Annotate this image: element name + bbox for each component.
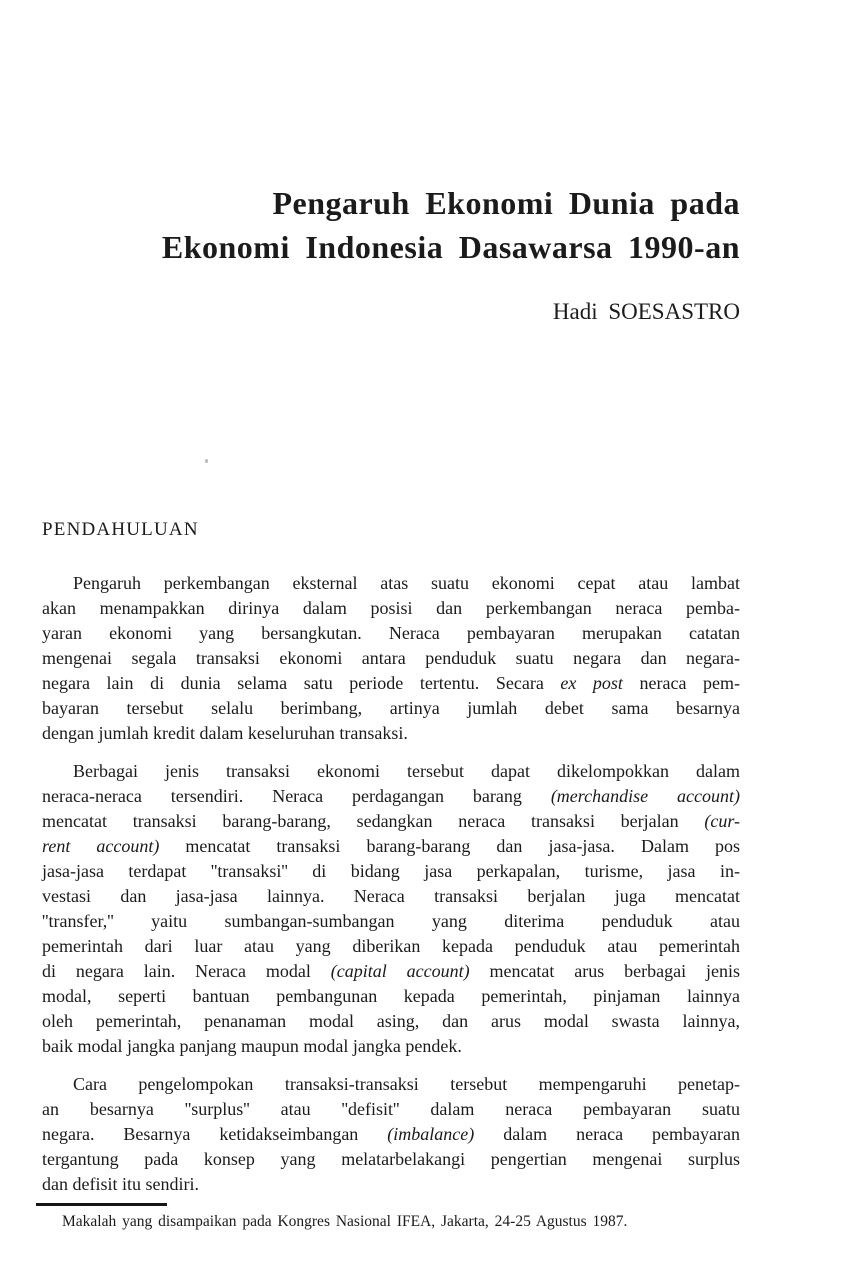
article-title <box>42 181 740 269</box>
text-line <box>42 909 740 934</box>
text-line <box>42 646 740 671</box>
text-segment: mencatat transaksi barang-barang, sedangkan neraca transaksi berjalan <box>42 811 705 831</box>
text-segment: di negara lain. Neraca modal <box>42 961 331 981</box>
text-segment: dengan jumlah kredit dalam keseluruhan transaksi. <box>42 723 408 743</box>
text-segment: mencatat arus berbagai jenis <box>469 961 740 981</box>
footnote-text: Makalah yang disampaikan pada Kongres Nasional IFEA, Jakarta, 24-25 Agustus 1987. <box>62 1213 628 1230</box>
text-segment: yaran ekonomi yang bersangkutan. Neraca pembayaran merupakan catatan <box>42 623 740 643</box>
text-segment: Cara pengelompokan transaksi-transaksi tersebut mempengaruhi penetap- <box>73 1074 740 1094</box>
italic-text-segment: (capital account) <box>330 961 470 981</box>
scan-speck-artifact <box>205 459 208 463</box>
text-line <box>42 959 740 984</box>
text-segment: mencatat transaksi barang-barang dan jasa-jasa. Dalam pos <box>159 836 740 856</box>
text-segment: neraca-neraca tersendiri. Neraca perdagangan barang <box>42 786 551 806</box>
text-line <box>42 934 740 959</box>
text-segment: modal, seperti bantuan pembangunan kepada pemerintah, pinjaman lainnya <box>42 986 740 1006</box>
text-line <box>42 1122 740 1147</box>
text-line <box>42 621 740 646</box>
text-segment: neraca pem- <box>622 673 740 693</box>
text-segment: akan menampakkan dirinya dalam posisi dan perkembangan neraca pemba- <box>42 598 740 618</box>
text-line <box>42 1034 740 1059</box>
text-line <box>42 784 740 809</box>
title-line-2: Ekonomi Indonesia Dasawarsa 1990-an <box>161 229 740 265</box>
text-line <box>42 1147 740 1172</box>
text-line <box>42 721 740 746</box>
text-segment: Berbagai jenis transaksi ekonomi tersebut dapat dikelompokkan dalam <box>73 761 740 781</box>
italic-text-segment: rent account) <box>42 836 160 856</box>
text-segment: bayaran tersebut selalu berimbang, artinya jumlah debet sama besarnya <box>42 698 740 718</box>
italic-text-segment: (merchandise account) <box>550 786 741 806</box>
text-line <box>42 696 740 721</box>
text-line <box>42 884 740 909</box>
text-line <box>42 809 740 834</box>
text-segment: vestasi dan jasa-jasa lainnya. Neraca transaksi berjalan juga mencatat <box>42 886 740 906</box>
text-segment: negara. Besarnya ketidakseimbangan <box>42 1124 388 1144</box>
text-segment: dalam neraca pembayaran <box>474 1124 740 1144</box>
italic-text-segment: (cur- <box>704 811 740 831</box>
text-line <box>42 1172 740 1197</box>
title-line-1: Pengaruh Ekonomi Dunia pada <box>272 185 740 221</box>
text-line <box>42 1009 740 1034</box>
text-segment: jasa-jasa terdapat ''transaksi'' di bidang jasa perkapalan, turisme, jasa in- <box>42 861 740 881</box>
text-segment: mengenai segala transaksi ekonomi antara penduduk suatu negara dan negara- <box>42 648 740 668</box>
author-name: Hadi SOESASTRO <box>552 299 740 324</box>
italic-text-segment: (imbalance) <box>387 1124 475 1144</box>
text-line <box>42 571 740 596</box>
text-segment: negara lain di dunia selama satu periode tertentu. Secara <box>42 673 561 693</box>
text-segment: pemerintah dari luar atau yang diberikan kepada penduduk atau pemerintah <box>42 936 740 956</box>
text-segment: baik modal jangka panjang maupun modal jangka pendek. <box>42 1036 462 1056</box>
text-segment: ''transfer,'' yaitu sumbangan-sumbangan yang diterima penduduk atau <box>42 911 740 931</box>
text-segment: dan defisit itu sendiri. <box>42 1174 199 1194</box>
text-line <box>42 984 740 1009</box>
paragraph <box>42 571 740 746</box>
italic-text-segment: ex post <box>560 673 623 693</box>
paragraph <box>42 759 740 1059</box>
text-line <box>42 671 740 696</box>
text-line <box>42 596 740 621</box>
text-line <box>42 1072 740 1097</box>
text-line <box>42 859 740 884</box>
text-segment: an besarnya ''surplus'' atau ''defisit'' dalam neraca pembayaran suatu <box>42 1099 740 1119</box>
text-segment: tergantung pada konsep yang melatarbelakangi pengertian mengenai surplus <box>42 1149 740 1169</box>
section-heading: PENDAHULUAN <box>42 519 199 540</box>
body-paragraphs <box>42 571 740 1197</box>
text-segment: Pengaruh perkembangan eksternal atas suatu ekonomi cepat atau lambat <box>73 573 740 593</box>
text-line <box>42 759 740 784</box>
text-line <box>42 834 740 859</box>
footnote-rule <box>36 1203 167 1206</box>
text-segment: oleh pemerintah, penanaman modal asing, dan arus modal swasta lainnya, <box>42 1011 740 1031</box>
text-line <box>42 1097 740 1122</box>
paragraph <box>42 1072 740 1197</box>
